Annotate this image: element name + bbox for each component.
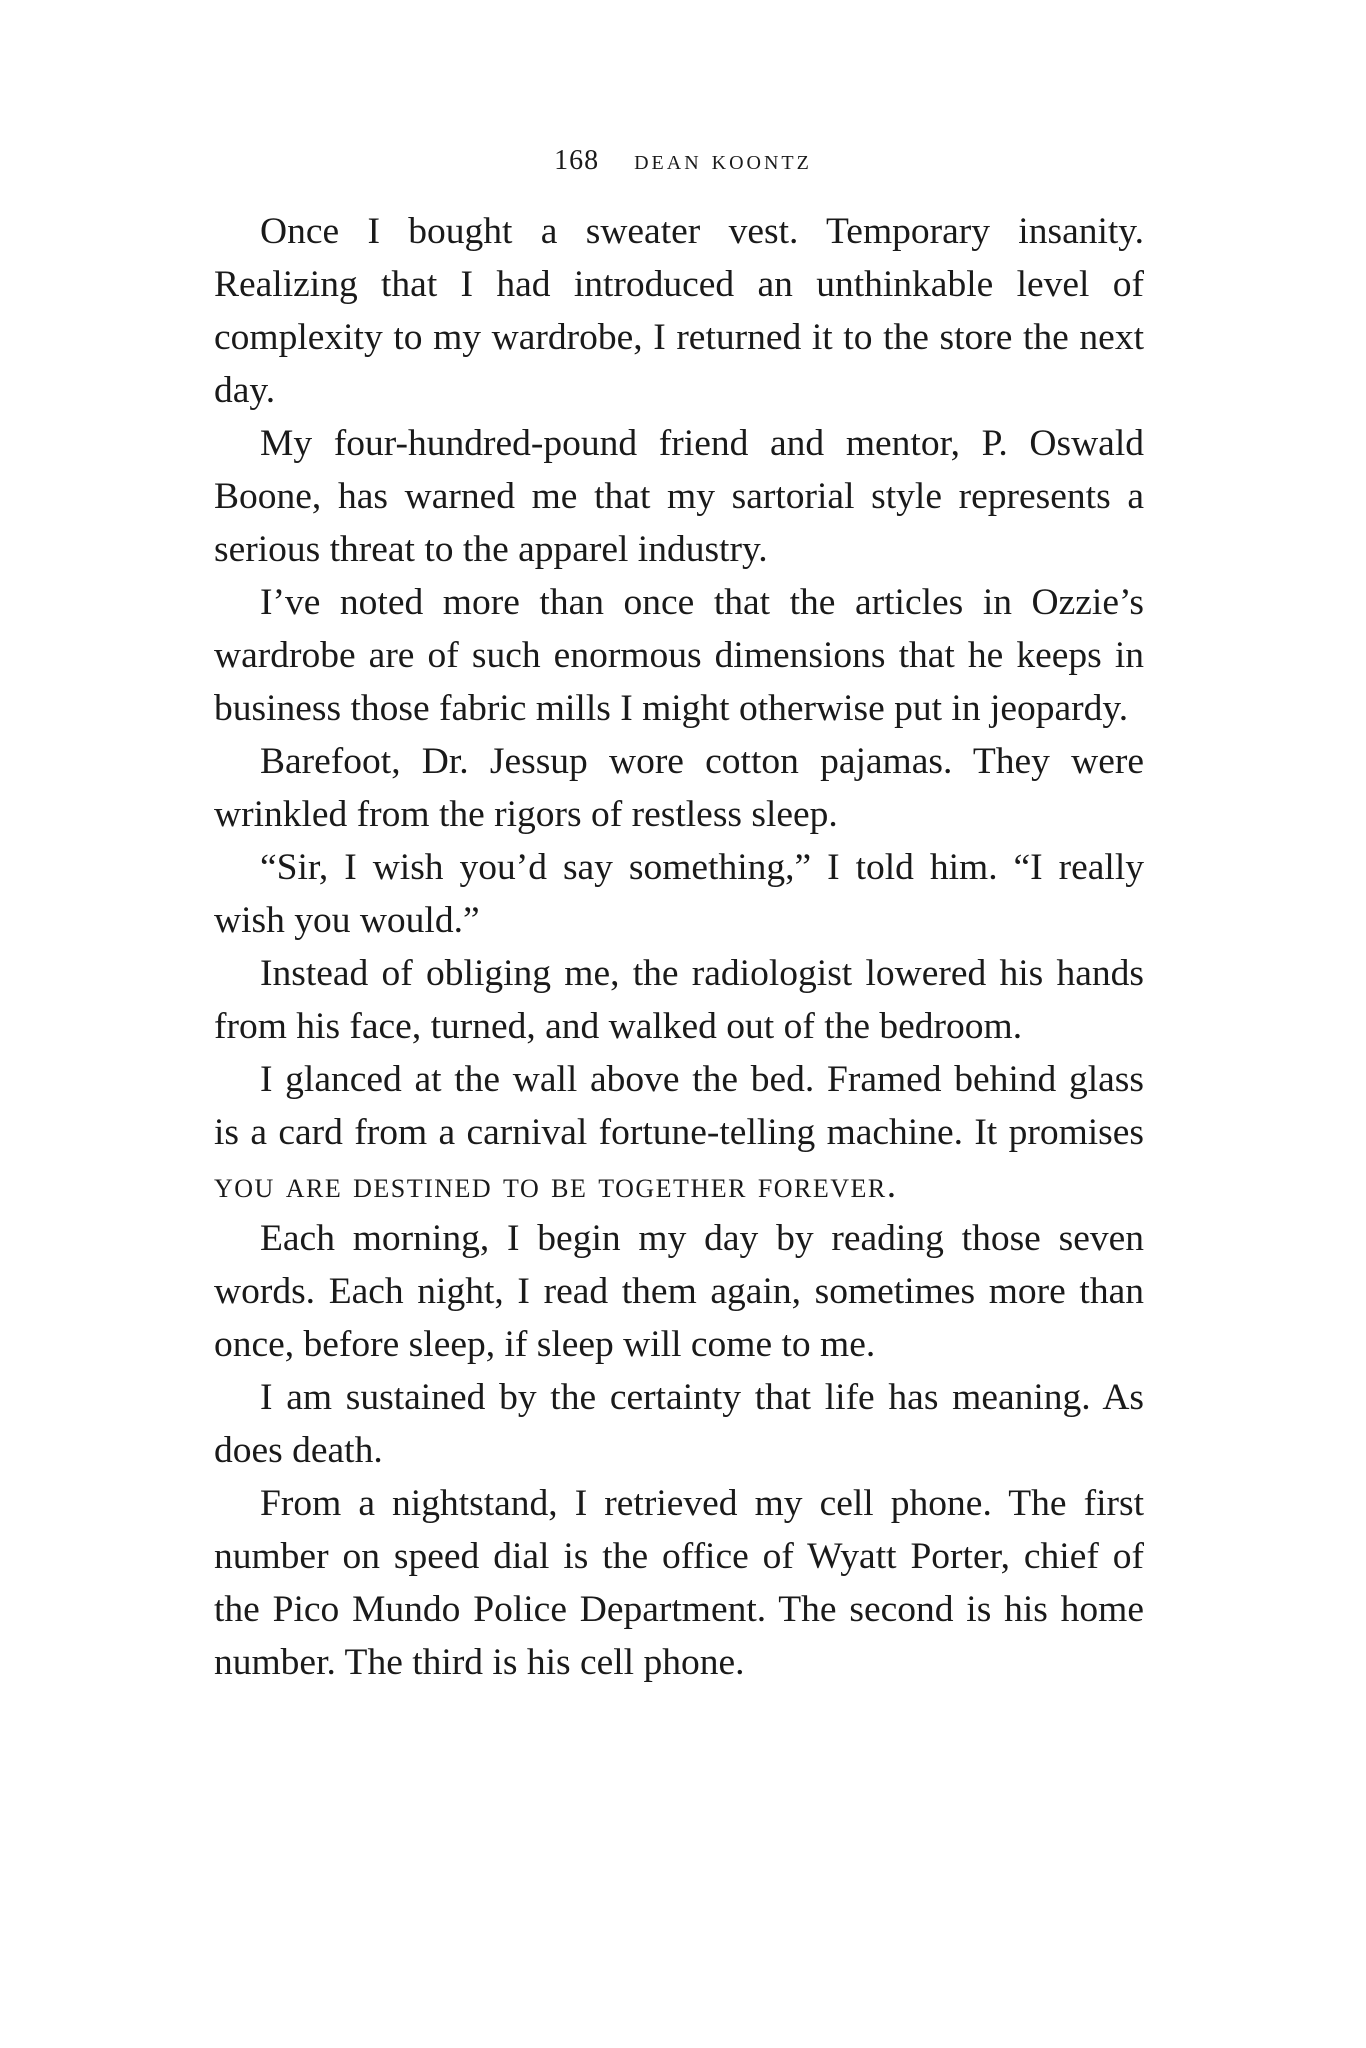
- paragraph-cell-phone: From a nightstand, I retrieved my cell phone. The first number on speed dial is the office of Wyatt Porter, chief of the Pico Mundo Police Department. The second is his home number. The third is his cell phone.: [214, 1483, 1144, 1683]
- paragraph-meaning: I am sustained by the certainty that life has meaning. As does death.: [214, 1377, 1144, 1471]
- page-header: [0, 141, 1366, 181]
- fortune-card-text: you are destined to be together forever.: [214, 1165, 898, 1206]
- paragraph-seven-words: Each morning, I begin my day by reading those seven words. Each night, I read them again, sometimes more than once, before sleep, if sleep will come to me.: [214, 1218, 1144, 1365]
- page-number: 168: [554, 145, 600, 176]
- paragraph-oswald-boone: My four-hundred-pound friend and mentor, P. Oswald Boone, has warned me that my sartorial style represents a serious threat to the apparel industry.: [214, 423, 1144, 570]
- paragraph-radiologist: Instead of obliging me, the radiologist lowered his hands from his face, turned, and walked out of the bedroom.: [214, 953, 1144, 1047]
- paragraph-dialogue: “Sir, I wish you’d say something,” I told him. “I really wish you would.”: [214, 847, 1144, 941]
- paragraph-sweater-vest: Once I bought a sweater vest. Temporary insanity. Realizing that I had introduced an unthinkable level of complexity to my wardrobe, I returned it to the store the next day.: [214, 211, 1144, 411]
- paragraph-pajamas: Barefoot, Dr. Jessup wore cotton pajamas. They were wrinkled from the rigors of restless sleep.: [214, 741, 1144, 835]
- body-text: [214, 205, 1144, 1689]
- running-head: dean koontz: [634, 145, 812, 176]
- fortune-paragraph-text: I glanced at the wall above the bed. Framed behind glass is a card from a carnival fortune-telling machine. It promises: [214, 1059, 1144, 1153]
- paragraph-ozzie-wardrobe: I’ve noted more than once that the articles in Ozzie’s wardrobe are of such enormous dimensions that he keeps in business those fabric mills I might otherwise put in jeopardy.: [214, 582, 1144, 729]
- paragraph-fortune-card: [214, 1053, 1144, 1212]
